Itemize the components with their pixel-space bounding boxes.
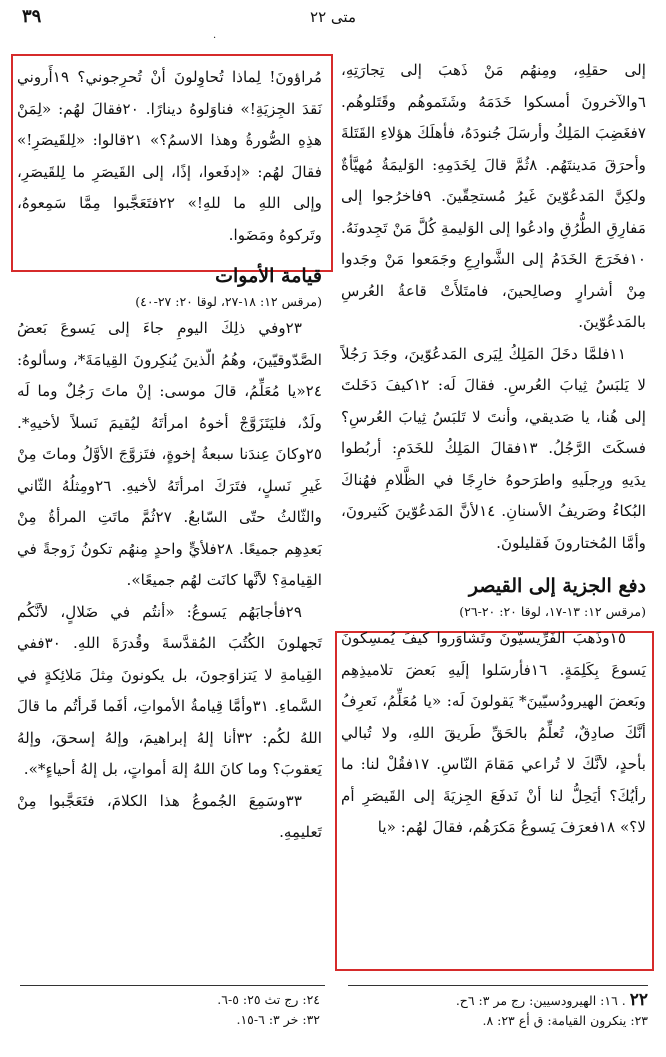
page-number: ٣٩	[22, 6, 42, 27]
footnote-rule	[20, 985, 325, 986]
footnotes-left	[20, 990, 320, 1030]
verse-paragraph: مُراؤونَ! لِماذا تُحاوِلونَ أنْ تُحرِجوني؟ ١٩أَروني نَقدَ الجِزيَةِ!» فناوَلوهُ دينارًا. ٢٠فقالَ لهُم: «لِمَنْ هذِهِ الصُّورةُ وهذا الاسمُ؟» ٢١قالوا: «لِلقَيصَرِ!» فقالَ لهُم: «إدفَعوا، إذًا، إلى القَيصَرِ ما لِلقَيصَرِ، وإلى اللهِ ما للهِ!» ٢٢فتَعَجَّبوا مِمَّا سَمِعوهُ، وتَركوهُ ومَضَوا.	[17, 68, 323, 244]
footnote-text: . ١٦: الهيرودسيين: رج مر ٣: ٦ح.	[455, 993, 626, 1008]
footnote	[348, 990, 648, 1011]
verse-paragraph: ٢٩فأجابَهُم يَسوعُ: «أنتُم في ضَلالٍ، لأنَّكُم تَجهلونَ الكُتُبَ المُقدَّسةَ وقُدرَةَ اللهِ. ٣٠ففي القِيامةِ لا يَتزاوَجونَ، بل يكونونَ مِثلَ مَلائِكةٍ في السَّماءِ. ٣١وأمَّا قِيامةُ الأمواتِ، أفَما قَرأتُم ما قالَ اللهُ لكُم: ٣٢أنا إلهُ إبراهيمَ، وإلهُ إسحقَ، وإلهُ يَعقوبَ؟ وما كانَ اللهُ إلهَ أمواتٍ، بل إلهُ أحياءٍ*».	[17, 602, 322, 778]
footnote: ٢٤: رج تث ٢٥: ٥-٦.	[217, 992, 320, 1007]
verse-paragraph: ٢٣وفي ذلِكَ اليومِ جاءَ إلى يَسوعَ بَعضُ الصَّدّوقيّينَ، وهُمُ الّذينَ يُنكِرونَ القِيامَةَ*، وسألوهُ: ٢٤«يا مُعَلِّمُ، قالَ موسى: إنْ ماتَ رَجُلٌ وما لَه ولَدٌ، فليَتَزَوَّجْ أخوهُ امرأتَهُ ليُقيمَ نَسلاً لأخيهِ*. ٢٥وكانَ عِندَنا سبعةُ إخوةٍ، فتَزوَّجَ الأوَّلُ وماتَ مِنْ غَيرِ نَسلٍ، فتَرَكَ امرأتَهُ لأخيهِ. ٢٦ومِثلُهُ الثّاني والثّالثُ حتّى السّابعُ. ٢٧ثُمَّ ماتَتِ المرأةُ مِنْ بَعدِهِم جميعًا. ٢٨فلأيٍّ واحدٍ مِنهُم تكونُ زَوجةً في القِيامةِ؟ لأنَّها كانَت لهُم جميعًا».	[17, 319, 322, 589]
verse-paragraph: ٣٣وسَمِعَ الجُموعُ هذا الكلامَ، فتَعَجَّبوا مِنْ تَعليمِهِ.	[17, 791, 322, 841]
section-title: قيامة الأموات	[215, 265, 322, 287]
verse-paragraph: إلى حقلِهِ، ومِنهُم مَنْ ذَهبَ إلى تِجارَتِهِ، ٦والآخرونَ أمسكوا خَدَمَهُ وشَتَموهُم وقَتَلوهُم. ٧فغَضِبَ المَلِكُ وأرسَلَ جُنودَهُ، فأهلَكَ هؤلاءِ القَتَلةَ وأحرَقَ مَدينتَهُم. ٨ثُمَّ قالَ لِخَدَمِهِ: الوَليمَةُ مُهيَّأةٌ ولكِنَّ المَدعُوّينَ غَيرُ مُستحِقّينَ. ٩فاخرُجوا إلى مَفارِقِ الطُّرُقِ وادعُوا إلى الوَليمةِ كُلَّ مَنْ تَجِدونَهُ. ١٠فخَرَجَ الخَدَمُ إلى الشَّوارِعِ وجَمَعوا مَنْ وجَدوا مِنْ أشرارٍ وصالِحينَ، فامتَلأَتْ قاعةُ العُرسِ بالمَدعُوّينَ.	[341, 61, 646, 331]
footnote: ٣٢: خر ٣: ٦-١٥.	[236, 1012, 320, 1027]
header-dot: .	[213, 30, 217, 41]
right-column	[341, 55, 646, 844]
section-reference: (مرقس ١٢: ١٨-٢٧، لوقا ٢٠: ٢٧-٤٠)	[135, 294, 322, 309]
left-column	[17, 62, 322, 849]
section-title: دفع الجزية إلى القيصر	[468, 575, 646, 597]
footnote-chapter: ٢٢	[629, 990, 648, 1010]
running-title: متى ٢٢	[310, 8, 356, 26]
footnotes-right	[348, 990, 648, 1031]
verse-paragraph: ١١فلمَّا دخَلَ المَلِكُ لِيَرى المَدعُوّينَ، وجَدَ رَجُلاً لا يَلبَسُ ثِيابَ العُرسِ. فقالَ لَه: ١٢كيفَ دَخَلتَ إلى هُنا، يا صَديقي، وأنتَ لا تَلبَسُ ثِيابَ العُرسِ؟ فسكَتَ الرَّجُلُ. ١٣فقالَ المَلِكُ للخَدَمِ: أربُطوا يدَيهِ ورِجلَيهِ واطرَحوهُ خارِجًا في الظَّلامِ فهُناكَ البُكاءُ وصَريفُ الأسنانِ. ١٤لأنَّ المَدعُوّينَ كَثيرونَ، وأمَّا المُختارونَ فَقليلونَ.	[341, 344, 646, 552]
section-reference: (مرقس ١٢: ١٣-١٧، لوقا ٢٠: ٢٠-٢٦)	[459, 604, 646, 619]
footnote-rule	[348, 985, 648, 986]
verse-paragraph: ١٥وذَهبَ الفَرِّيسيّونَ وتَشاوَروا كيفَ يُمسِكونَ يَسوعَ بِكَلِمَةٍ. ١٦فأرسَلوا إلَيهِ بَعضَ تلاميذِهِم وبَعضَ الهيرودُسيّينَ* يَقولونَ لَه: «يا مُعَلِّمُ، نَعرِفُ أنَّكَ صادِقٌ، تُعلِّمُ بالحَقِّ طَريقَ اللهِ، ولا تُبالي بأحدٍ، لأنَّكَ لا تُراعي مَقامَ النّاسِ. ١٧فقُلْ لنا: ما رأيُكَ؟ أيَحِلُّ لنا أنْ نَدفَعَ الجِزيَةَ إلى القَيصَرِ أم لا؟» ١٨فعرَفَ يَسوعُ مَكرَهُم، فقالَ لهُم: «يا	[341, 629, 646, 836]
footnote: ٢٣: ينكرون القيامة: ق أع ٢٣: ٨.	[482, 1013, 648, 1028]
